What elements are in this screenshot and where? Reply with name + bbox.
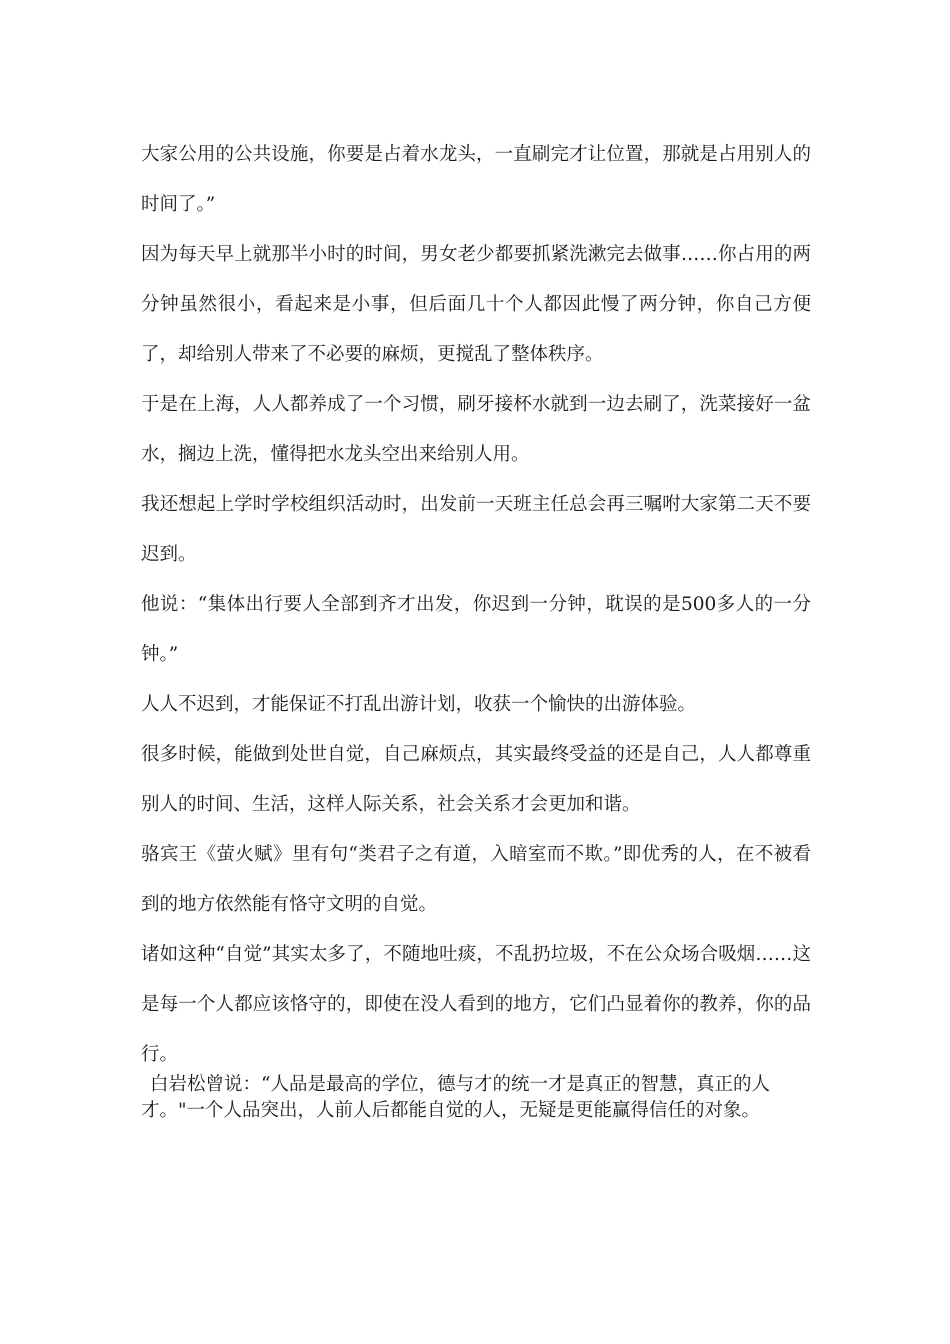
- paragraph-1: 大家公用的公共设施，你要是占着水龙头，一直刷完才让位置，那就是占用别人的时间了。”: [141, 144, 811, 215]
- paragraph-2: 因为每天早上就那半小时的时间，男女老少都要抓紧洗漱完去做事……你占用的两分钟虽然很小，看起来是小事，但后面几十个人都因此慢了两分钟，你自己方便了，却给别人带来了不必要的麻烦，更搅乱了整体秩序。: [141, 244, 811, 365]
- paragraph-8: 骆宾王《萤火赋》里有句“类君子之有道，入暗室而不欺。”即优秀的人，在不被看到的地方依然能有恪守文明的自觉。: [141, 844, 811, 915]
- paragraph-9: 诸如这种“自觉”其实太多了，不随地吐痰，不乱扔垃圾，不在公众场合吸烟……这是每一个人都应该恪守的，即使在没人看到的地方，它们凸显着你的教养，你的品行。: [141, 944, 811, 1065]
- document-body: [141, 130, 811, 1080]
- paragraph-4: 我还想起上学时学校组织活动时，出发前一天班主任总会再三嘱咐大家第二天不要迟到。: [141, 494, 811, 565]
- paragraph-7: 很多时候，能做到处世自觉，自己麻烦点，其实最终受益的还是自己，人人都尊重别人的时间、生活，这样人际关系，社会关系才会更加和谐。: [141, 744, 811, 815]
- paragraph-6: 人人不迟到，才能保证不打乱出游计划，收获一个愉快的出游体验。: [141, 694, 697, 715]
- paragraph-3: 于是在上海，人人都养成了一个习惯，刷牙接杯水就到一边去刷了，洗菜接好一盆水，搁边上洗，懂得把水龙头空出来给别人用。: [141, 394, 811, 465]
- closing-paragraph: 白岩松曾说：“人品是最高的学位，德与才的统一才是真正的智慧，真正的人才。"一个人品突出，人前人后都能自觉的人，无疑是更能赢得信任的对象。: [141, 1074, 770, 1121]
- paragraph-5: 他说：“集体出行要人全部到齐才出发，你迟到一分钟，耽误的是500多人的一分钟。”: [141, 594, 811, 665]
